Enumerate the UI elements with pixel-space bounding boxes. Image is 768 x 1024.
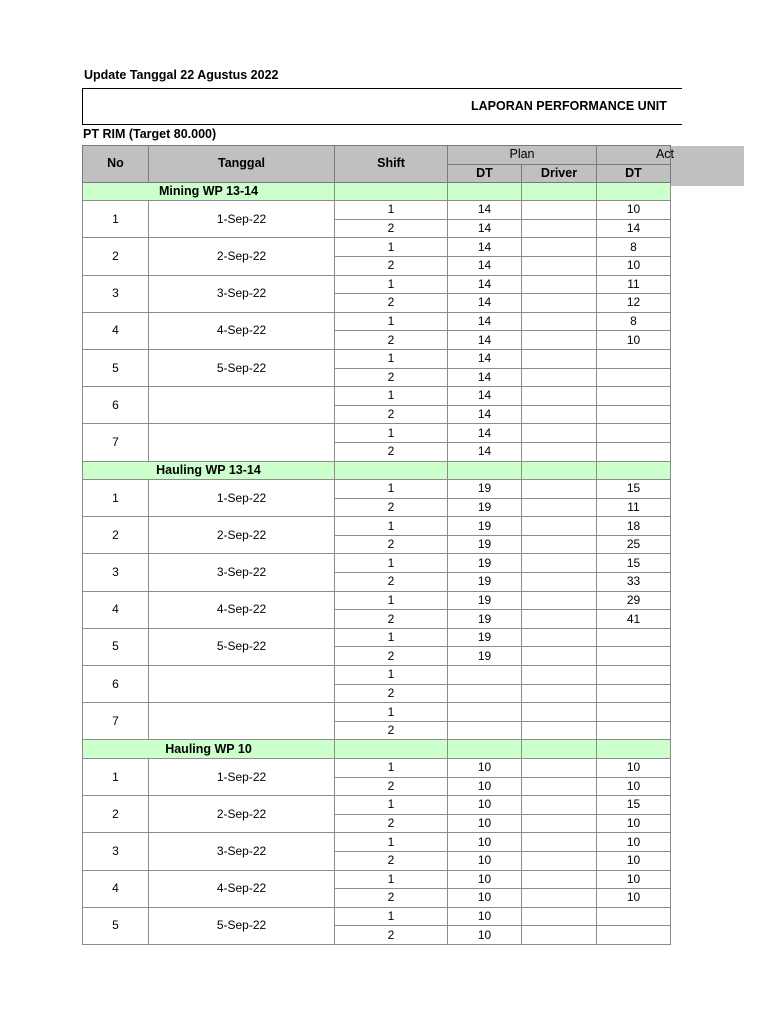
cell-plan-dt: 19 [448, 628, 522, 647]
section-cell [522, 740, 597, 759]
section-cell [335, 740, 448, 759]
cell-shift: 2 [335, 256, 448, 275]
header-row [83, 146, 671, 165]
cell-shift: 1 [335, 312, 448, 331]
section-row [83, 461, 671, 480]
cell-plan-dt: 14 [448, 275, 522, 294]
table-body [83, 146, 674, 945]
cell-tanggal: 3-Sep-22 [149, 275, 335, 312]
cell-plan-driver [522, 684, 597, 703]
section-title: Mining WP 13-14 [83, 182, 335, 201]
cell-tanggal: 5-Sep-22 [149, 349, 335, 386]
cell-plan-dt: 19 [448, 554, 522, 573]
cell-tanggal: 3-Sep-22 [149, 833, 335, 870]
cell-plan-dt: 14 [448, 201, 522, 220]
section-cell [522, 461, 597, 480]
cell-shift: 1 [335, 591, 448, 610]
cell-plan-dt: 19 [448, 610, 522, 629]
cell-plan-dt: 19 [448, 517, 522, 536]
cell-tanggal: 1-Sep-22 [149, 201, 335, 238]
cell-shift: 2 [335, 573, 448, 592]
table-row [83, 238, 671, 257]
cell-tanggal: 4-Sep-22 [149, 870, 335, 907]
cell-tanggal: 2-Sep-22 [149, 796, 335, 833]
cell-shift: 1 [335, 517, 448, 536]
cell-plan-dt: 19 [448, 647, 522, 666]
cell-act-dt: 10 [597, 331, 671, 350]
cell-plan-driver [522, 573, 597, 592]
table-row [83, 554, 671, 573]
section-title: Hauling WP 10 [83, 740, 335, 759]
cell-act-dt [597, 721, 671, 740]
cell-tanggal [149, 387, 335, 424]
cell-shift: 1 [335, 907, 448, 926]
cell-shift: 1 [335, 424, 448, 443]
cell-act-dt: 10 [597, 814, 671, 833]
cell-plan-driver [522, 647, 597, 666]
section-cell [448, 182, 522, 201]
cell-act-dt [597, 387, 671, 406]
cell-shift: 2 [335, 926, 448, 945]
cell-act-dt [597, 349, 671, 368]
cell-plan-dt: 10 [448, 814, 522, 833]
cell-act-dt [597, 368, 671, 387]
cell-plan-driver [522, 889, 597, 908]
cell-plan-dt [448, 666, 522, 685]
report-title-box [82, 88, 682, 125]
cell-no: 5 [83, 349, 149, 386]
cell-plan-driver [522, 201, 597, 220]
section-title: Hauling WP 13-14 [83, 461, 335, 480]
cell-plan-driver [522, 312, 597, 331]
performance-table [82, 145, 674, 945]
cell-plan-dt: 19 [448, 591, 522, 610]
cell-shift: 1 [335, 238, 448, 257]
table-row [83, 275, 671, 294]
cell-plan-driver [522, 833, 597, 852]
cell-shift: 2 [335, 647, 448, 666]
cell-plan-driver [522, 628, 597, 647]
cell-plan-driver [522, 814, 597, 833]
table-row [83, 201, 671, 220]
table-row [83, 759, 671, 778]
cell-no: 3 [83, 554, 149, 591]
cell-shift: 1 [335, 480, 448, 499]
cell-shift: 1 [335, 628, 448, 647]
header-overflow-fill [670, 146, 744, 186]
cell-plan-driver [522, 219, 597, 238]
cell-plan-driver [522, 666, 597, 685]
cell-shift: 2 [335, 219, 448, 238]
cell-shift: 1 [335, 349, 448, 368]
cell-plan-driver [522, 591, 597, 610]
table-row [83, 480, 671, 499]
cell-plan-driver [522, 796, 597, 815]
cell-plan-driver [522, 759, 597, 778]
cell-act-dt [597, 405, 671, 424]
cell-plan-dt: 14 [448, 312, 522, 331]
col-header-act: Act [597, 146, 671, 165]
cell-plan-dt: 14 [448, 219, 522, 238]
section-cell [448, 740, 522, 759]
section-cell [522, 182, 597, 201]
section-cell [448, 461, 522, 480]
cell-act-dt [597, 907, 671, 926]
section-row [83, 740, 671, 759]
cell-plan-driver [522, 480, 597, 499]
cell-shift: 1 [335, 554, 448, 573]
cell-plan-dt: 19 [448, 573, 522, 592]
cell-act-dt: 10 [597, 833, 671, 852]
cell-plan-dt: 14 [448, 331, 522, 350]
cell-act-dt: 10 [597, 851, 671, 870]
cell-act-dt: 29 [597, 591, 671, 610]
cell-tanggal: 1-Sep-22 [149, 759, 335, 796]
cell-plan-dt: 10 [448, 907, 522, 926]
col-header-act-dt: DT [597, 164, 671, 182]
cell-plan-driver [522, 294, 597, 313]
cell-plan-driver [522, 498, 597, 517]
cell-shift: 1 [335, 275, 448, 294]
cell-plan-dt: 19 [448, 498, 522, 517]
cell-tanggal: 4-Sep-22 [149, 591, 335, 628]
table-row [83, 796, 671, 815]
cell-shift: 2 [335, 851, 448, 870]
col-header-plan-driver: Driver [522, 164, 597, 182]
cell-act-dt [597, 442, 671, 461]
cell-act-dt: 10 [597, 759, 671, 778]
cell-no: 1 [83, 201, 149, 238]
cell-shift: 2 [335, 684, 448, 703]
cell-plan-driver [522, 721, 597, 740]
cell-act-dt: 14 [597, 219, 671, 238]
col-header-shift: Shift [335, 146, 448, 183]
table-row [83, 591, 671, 610]
cell-act-dt: 10 [597, 201, 671, 220]
cell-act-dt: 10 [597, 870, 671, 889]
cell-plan-driver [522, 610, 597, 629]
cell-act-dt: 18 [597, 517, 671, 536]
cell-shift: 2 [335, 889, 448, 908]
cell-shift: 1 [335, 387, 448, 406]
section-cell [597, 182, 671, 201]
cell-plan-dt: 10 [448, 870, 522, 889]
cell-plan-dt: 10 [448, 889, 522, 908]
cell-plan-driver [522, 870, 597, 889]
cell-tanggal: 3-Sep-22 [149, 554, 335, 591]
cell-plan-dt: 10 [448, 833, 522, 852]
cell-plan-dt: 14 [448, 349, 522, 368]
cell-tanggal [149, 424, 335, 461]
cell-shift: 2 [335, 405, 448, 424]
cell-act-dt: 8 [597, 238, 671, 257]
cell-act-dt: 15 [597, 480, 671, 499]
cell-no: 2 [83, 517, 149, 554]
cell-plan-dt [448, 703, 522, 722]
cell-act-dt: 11 [597, 275, 671, 294]
cell-tanggal: 2-Sep-22 [149, 238, 335, 275]
section-cell [335, 461, 448, 480]
table-row [83, 349, 671, 368]
cell-tanggal: 2-Sep-22 [149, 517, 335, 554]
cell-plan-dt: 14 [448, 368, 522, 387]
cell-no: 1 [83, 759, 149, 796]
section-row [83, 182, 671, 201]
cell-shift: 2 [335, 814, 448, 833]
table-row [83, 666, 671, 685]
cell-act-dt: 15 [597, 796, 671, 815]
cell-shift: 2 [335, 721, 448, 740]
table-row [83, 870, 671, 889]
cell-tanggal: 1-Sep-22 [149, 480, 335, 517]
cell-act-dt: 11 [597, 498, 671, 517]
table-row [83, 312, 671, 331]
cell-act-dt: 12 [597, 294, 671, 313]
cell-plan-driver [522, 331, 597, 350]
cell-no: 4 [83, 312, 149, 349]
cell-no: 7 [83, 703, 149, 740]
cell-no: 5 [83, 907, 149, 944]
cell-shift: 1 [335, 703, 448, 722]
company-target-label: PT RIM (Target 80.000) [83, 127, 217, 141]
cell-plan-driver [522, 238, 597, 257]
cell-plan-dt: 10 [448, 851, 522, 870]
cell-no: 2 [83, 796, 149, 833]
cell-shift: 1 [335, 833, 448, 852]
cell-plan-driver [522, 424, 597, 443]
cell-plan-dt: 14 [448, 442, 522, 461]
cell-plan-driver [522, 275, 597, 294]
cell-plan-driver [522, 368, 597, 387]
cell-plan-dt: 14 [448, 405, 522, 424]
cell-plan-driver [522, 554, 597, 573]
cell-plan-dt: 14 [448, 238, 522, 257]
cell-plan-driver [522, 256, 597, 275]
cell-plan-driver [522, 777, 597, 796]
cell-act-dt: 15 [597, 554, 671, 573]
table-row [83, 833, 671, 852]
cell-shift: 2 [335, 442, 448, 461]
cell-no: 3 [83, 275, 149, 312]
table-row [83, 424, 671, 443]
cell-plan-dt [448, 721, 522, 740]
cell-plan-dt: 10 [448, 926, 522, 945]
cell-plan-driver [522, 907, 597, 926]
cell-act-dt [597, 424, 671, 443]
cell-act-dt: 33 [597, 573, 671, 592]
cell-plan-driver [522, 349, 597, 368]
col-header-plan-dt: DT [448, 164, 522, 182]
cell-shift: 2 [335, 294, 448, 313]
cell-no: 3 [83, 833, 149, 870]
cell-shift: 2 [335, 777, 448, 796]
col-header-no: No [83, 146, 149, 183]
cell-plan-dt: 14 [448, 256, 522, 275]
cell-tanggal [149, 666, 335, 703]
col-header-tanggal: Tanggal [149, 146, 335, 183]
cell-act-dt [597, 666, 671, 685]
cell-tanggal [149, 703, 335, 740]
cell-plan-driver [522, 517, 597, 536]
cell-act-dt [597, 647, 671, 666]
cell-no: 6 [83, 666, 149, 703]
cell-shift: 1 [335, 201, 448, 220]
cell-tanggal: 5-Sep-22 [149, 907, 335, 944]
section-cell [335, 182, 448, 201]
cell-plan-dt: 10 [448, 759, 522, 778]
cell-shift: 2 [335, 368, 448, 387]
cell-no: 7 [83, 424, 149, 461]
cell-plan-dt: 14 [448, 387, 522, 406]
cell-tanggal: 5-Sep-22 [149, 628, 335, 665]
cell-act-dt: 41 [597, 610, 671, 629]
cell-shift: 2 [335, 331, 448, 350]
table-row [83, 387, 671, 406]
cell-act-dt [597, 628, 671, 647]
cell-act-dt: 10 [597, 889, 671, 908]
cell-plan-dt: 14 [448, 294, 522, 313]
cell-shift: 2 [335, 610, 448, 629]
cell-act-dt: 10 [597, 256, 671, 275]
cell-no: 4 [83, 870, 149, 907]
cell-shift: 1 [335, 759, 448, 778]
cell-plan-driver [522, 405, 597, 424]
cell-tanggal: 4-Sep-22 [149, 312, 335, 349]
update-date-label: Update Tanggal 22 Agustus 2022 [84, 68, 279, 82]
cell-no: 6 [83, 387, 149, 424]
table-row [83, 907, 671, 926]
cell-plan-driver [522, 387, 597, 406]
cell-shift: 2 [335, 535, 448, 554]
cell-shift: 1 [335, 870, 448, 889]
cell-no: 4 [83, 591, 149, 628]
cell-plan-dt: 10 [448, 796, 522, 815]
cell-shift: 2 [335, 498, 448, 517]
cell-act-dt [597, 703, 671, 722]
cell-plan-driver [522, 851, 597, 870]
cell-act-dt [597, 926, 671, 945]
cell-no: 1 [83, 480, 149, 517]
cell-act-dt [597, 684, 671, 703]
col-header-plan: Plan [448, 146, 597, 165]
cell-plan-dt: 10 [448, 777, 522, 796]
cell-plan-dt [448, 684, 522, 703]
cell-no: 2 [83, 238, 149, 275]
table-row [83, 628, 671, 647]
table-row [83, 703, 671, 722]
cell-plan-driver [522, 703, 597, 722]
cell-act-dt: 10 [597, 777, 671, 796]
section-cell [597, 461, 671, 480]
cell-no: 5 [83, 628, 149, 665]
report-title: LAPORAN PERFORMANCE UNIT [471, 99, 667, 113]
cell-act-dt: 8 [597, 312, 671, 331]
table-row [83, 517, 671, 536]
cell-shift: 1 [335, 666, 448, 685]
section-cell [597, 740, 671, 759]
cell-shift: 1 [335, 796, 448, 815]
cell-plan-driver [522, 926, 597, 945]
cell-plan-driver [522, 442, 597, 461]
cell-act-dt: 25 [597, 535, 671, 554]
cell-plan-driver [522, 535, 597, 554]
cell-plan-dt: 19 [448, 480, 522, 499]
cell-plan-dt: 19 [448, 535, 522, 554]
cell-plan-dt: 14 [448, 424, 522, 443]
